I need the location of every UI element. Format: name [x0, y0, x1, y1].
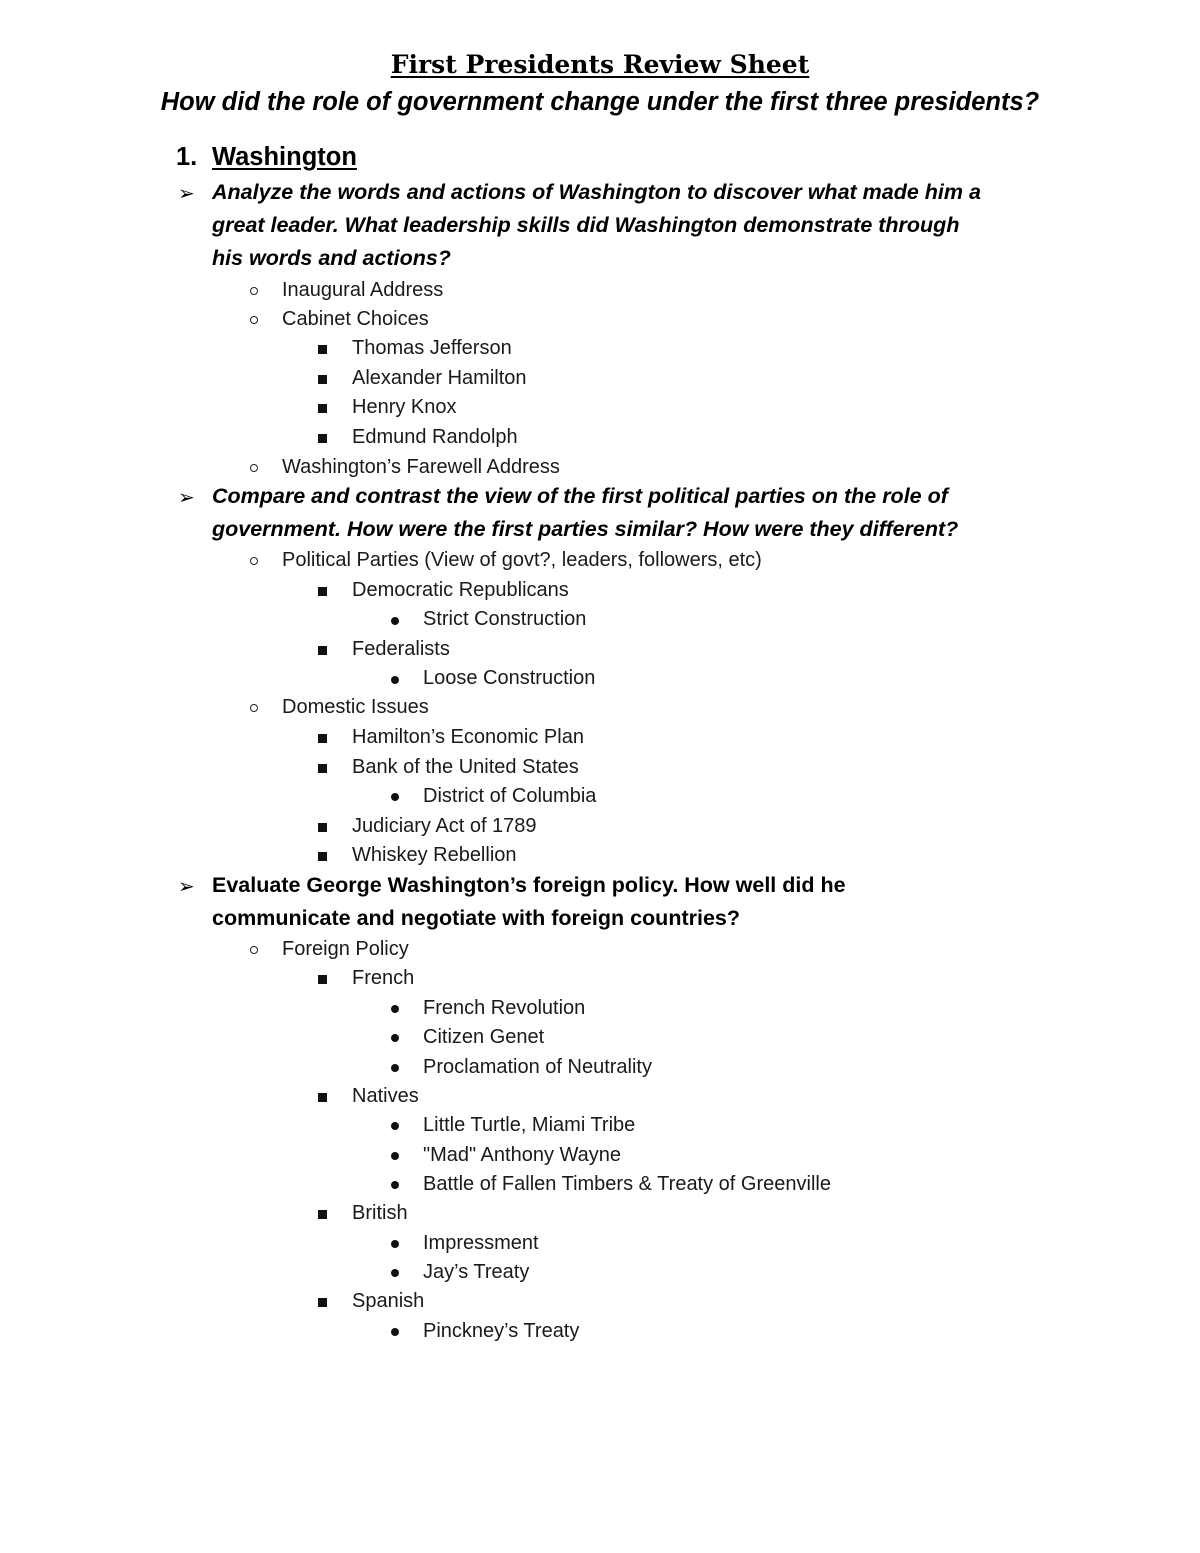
list-item: Natives [352, 1085, 419, 1107]
list-item: Thomas Jefferson [352, 337, 512, 359]
list-item: French [352, 967, 415, 989]
list-item: Spanish [352, 1290, 425, 1312]
page-subtitle: How did the role of government change under the first three presidents? [160, 88, 1040, 116]
list-item: Whiskey Rebellion [352, 844, 517, 866]
square-bullet-icon [318, 587, 327, 596]
list-item: Citizen Genet [423, 1026, 545, 1048]
filled-circle-bullet-icon [391, 1269, 399, 1277]
hollow-circle-bullet-icon [250, 946, 258, 954]
question-3-line-1: Evaluate George Washington’s foreign policy. How well did he [212, 873, 846, 897]
question-2-line-1: Compare and contrast the view of the first political parties on the role of [212, 484, 948, 508]
square-bullet-icon [318, 734, 327, 743]
question-1-line-3: his words and actions? [212, 246, 451, 270]
square-bullet-icon [318, 852, 327, 861]
hollow-circle-bullet-icon [250, 287, 258, 295]
question-1-line-2: great leader. What leadership skills did Washington demonstrate through [212, 213, 960, 237]
list-item: Jay’s Treaty [423, 1261, 530, 1283]
hollow-circle-bullet-icon [250, 464, 258, 472]
list-item: Washington’s Farewell Address [282, 456, 560, 478]
list-item: Cabinet Choices [282, 308, 429, 330]
hollow-circle-bullet-icon [250, 704, 258, 712]
filled-circle-bullet-icon [391, 793, 399, 801]
square-bullet-icon [318, 1093, 327, 1102]
square-bullet-icon [318, 434, 327, 443]
arrowhead-bullet-icon: ➢ [178, 874, 195, 898]
list-item: Impressment [423, 1232, 539, 1254]
list-item: Pinckney’s Treaty [423, 1320, 580, 1342]
list-item: Bank of the United States [352, 756, 579, 778]
list-item: Political Parties (View of govt?, leaders, followers, etc) [282, 549, 762, 571]
list-item: Edmund Randolph [352, 426, 518, 448]
hollow-circle-bullet-icon [250, 316, 258, 324]
page-title: First Presidents Review Sheet [390, 50, 810, 79]
square-bullet-icon [318, 823, 327, 832]
square-bullet-icon [318, 1210, 327, 1219]
filled-circle-bullet-icon [391, 1005, 399, 1013]
square-bullet-icon [318, 646, 327, 655]
list-item: Alexander Hamilton [352, 367, 527, 389]
filled-circle-bullet-icon [391, 617, 399, 625]
filled-circle-bullet-icon [391, 1152, 399, 1160]
square-bullet-icon [318, 404, 327, 413]
filled-circle-bullet-icon [391, 1122, 399, 1130]
list-item: Strict Construction [423, 608, 587, 630]
list-item: Foreign Policy [282, 938, 409, 960]
filled-circle-bullet-icon [391, 1034, 399, 1042]
list-item: Democratic Republicans [352, 579, 569, 601]
list-item: Domestic Issues [282, 696, 429, 718]
filled-circle-bullet-icon [391, 1064, 399, 1072]
filled-circle-bullet-icon [391, 676, 399, 684]
arrowhead-bullet-icon: ➢ [178, 485, 195, 509]
list-item: Inaugural Address [282, 279, 444, 301]
square-bullet-icon [318, 975, 327, 984]
filled-circle-bullet-icon [391, 1181, 399, 1189]
section-number: 1. [176, 143, 198, 171]
question-2-line-2: government. How were the first parties similar? How were they different? [212, 517, 959, 541]
list-item: French Revolution [423, 997, 586, 1019]
list-item: Proclamation of Neutrality [423, 1056, 652, 1078]
filled-circle-bullet-icon [391, 1240, 399, 1248]
list-item: "Mad" Anthony Wayne [423, 1144, 622, 1166]
question-3-line-2: communicate and negotiate with foreign countries? [212, 906, 740, 930]
list-item: Federalists [352, 638, 450, 660]
list-item: British [352, 1202, 408, 1224]
list-item: Judiciary Act of 1789 [352, 815, 537, 837]
list-item: Little Turtle, Miami Tribe [423, 1114, 636, 1136]
section-heading [176, 143, 357, 172]
list-item: Hamilton’s Economic Plan [352, 726, 584, 748]
square-bullet-icon [318, 375, 327, 384]
square-bullet-icon [318, 764, 327, 773]
section-name: Washington [212, 143, 357, 171]
hollow-circle-bullet-icon [250, 557, 258, 565]
list-item: District of Columbia [423, 785, 597, 807]
question-1-line-1: Analyze the words and actions of Washington to discover what made him a [212, 180, 981, 204]
list-item: Henry Knox [352, 396, 457, 418]
arrowhead-bullet-icon: ➢ [178, 181, 195, 205]
square-bullet-icon [318, 345, 327, 354]
list-item: Battle of Fallen Timbers & Treaty of Greenville [423, 1173, 831, 1195]
filled-circle-bullet-icon [391, 1328, 399, 1336]
list-item: Loose Construction [423, 667, 596, 689]
square-bullet-icon [318, 1298, 327, 1307]
